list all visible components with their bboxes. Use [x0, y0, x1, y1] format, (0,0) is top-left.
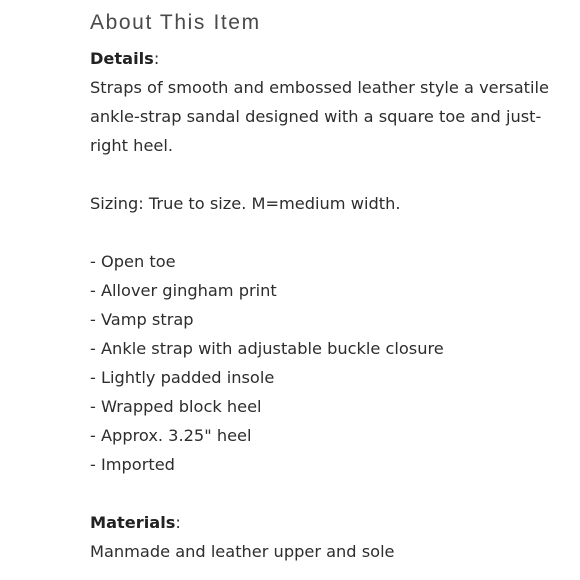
spacer [90, 218, 560, 247]
list-item: - Lightly padded insole [90, 368, 275, 387]
list-item: - Open toe [90, 252, 176, 271]
list-item: - Approx. 3.25" heel [90, 426, 252, 445]
description-line: Straps of smooth and embossed leather style a versatile [90, 78, 549, 97]
details-heading [90, 44, 560, 73]
list-item: - Ankle strap with adjustable buckle closure [90, 339, 444, 358]
list-item: - Imported [90, 455, 175, 474]
details-colon: : [153, 49, 160, 68]
section-title: About This Item [90, 11, 261, 34]
list-item: - Vamp strap [90, 310, 194, 329]
spacer [90, 479, 560, 508]
description-line: right heel. [90, 136, 174, 155]
materials-value: Manmade and leather upper and sole [90, 542, 395, 561]
description-line: ankle-strap sandal designed with a square toe and just- [90, 107, 542, 126]
list-item: - Wrapped block heel [90, 397, 262, 416]
item-details-body [90, 44, 560, 566]
details-label: Details [90, 49, 154, 68]
materials-heading [90, 508, 560, 537]
spacer [90, 160, 560, 189]
materials-label: Materials [90, 513, 176, 532]
sizing-text: Sizing: True to size. M=medium width. [90, 194, 401, 213]
list-item: - Allover gingham print [90, 281, 277, 300]
materials-colon: : [175, 513, 181, 532]
feature-list [90, 247, 560, 479]
